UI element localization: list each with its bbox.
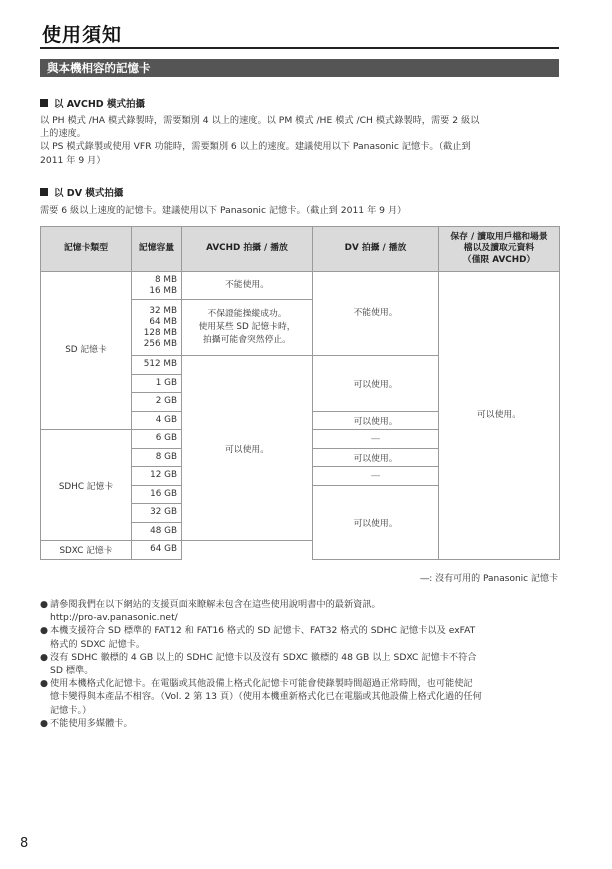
note-line: SD 標準。 [50, 665, 94, 677]
header-save-load [439, 227, 560, 272]
not-guaranteed-line: 使用某些 SD 記憶卡時， [198, 322, 296, 332]
avchd-line: 2011 年 9 月） [40, 154, 106, 166]
table-footnote: ―: 沒有可用的 Panasonic 記憶卡 [420, 574, 558, 584]
header-dv: DV 拍攝 / 播放 [313, 227, 439, 272]
bullet-icon: ● [40, 717, 49, 729]
avchd-paragraph [40, 114, 562, 167]
page-title: 使用須知 [42, 24, 123, 46]
capacity-cell: 16 GB [132, 485, 182, 504]
bullet-icon: ● [40, 651, 49, 663]
dv-usable: 可以使用。 [313, 356, 439, 412]
notes-list [40, 598, 560, 730]
capacity-cell [132, 272, 182, 300]
avchd-usable: 可以使用。 [182, 356, 313, 541]
capacity-cell: 32 GB [132, 504, 182, 523]
list-item [40, 624, 560, 650]
capacity-cell: 12 GB [132, 467, 182, 486]
avchd-line: 以 PS 模式錄製或使用 VFR 功能時，需要類別 6 以上的速度。建議使用以下 Panasonic 記憶卡。（截止到 [40, 141, 471, 153]
header-capacity: 記憶容量 [132, 227, 182, 272]
avchd-heading [40, 96, 145, 110]
avchd-line: 上的速度。 [40, 128, 86, 140]
avchd-heading-text: 以 AVCHD 模式拍攝 [54, 99, 145, 110]
avchd-line: 以 PH 模式 /HA 模式錄製時，需要類別 4 以上的速度。以 PM 模式 /HE 模式 /CH 模式錄製時，需要 2 級以 [40, 115, 480, 126]
square-bullet-icon [40, 99, 48, 107]
bullet-icon: ● [40, 678, 49, 690]
dv-unavailable: ― [313, 430, 439, 449]
list-item [40, 651, 560, 677]
capacity-value: 16 MB [149, 285, 177, 296]
capacity-value: 64 MB [149, 316, 177, 327]
note-line: 格式的 SDXC 記憶卡。 [50, 638, 146, 650]
type-sdxc: SDXC 記憶卡 [41, 541, 132, 560]
section-header: 與本機相容的記憶卡 [40, 59, 559, 77]
table-header-row [41, 227, 560, 272]
capacity-cell: 512 MB [132, 356, 182, 375]
not-guaranteed-line: 不保證能操縱成功。 [207, 309, 287, 319]
capacity-cell: 64 GB [132, 541, 182, 560]
header-save-line: （僅限 AVCHD） [462, 254, 536, 265]
header-save-line: 檔以及讀取元資料 [463, 243, 535, 254]
list-item [40, 677, 560, 717]
dv-usable: 可以使用。 [313, 411, 439, 430]
list-item [40, 598, 560, 624]
capacity-cell: 2 GB [132, 393, 182, 412]
capacity-cell [132, 300, 182, 356]
capacity-value: 32 MB [149, 305, 177, 316]
capacity-cell: 6 GB [132, 430, 182, 449]
capacity-value: 8 MB [154, 275, 177, 285]
header-card-type: 記憶卡類型 [41, 227, 132, 272]
capacity-value: 256 MB [143, 338, 177, 349]
table-row [41, 272, 560, 300]
dv-line: 需要 6 級以上速度的記憶卡。建議使用以下 Panasonic 記憶卡。（截止到 2011 年 9 月） [40, 205, 407, 216]
page-number: 8 [20, 836, 29, 851]
dv-paragraph [40, 204, 562, 217]
dv-unavailable: ― [313, 467, 439, 486]
note-line: 不能使用多媒體卡。 [50, 717, 133, 729]
dv-not-usable: 不能使用。 [313, 272, 439, 356]
memory-card-table [40, 226, 560, 560]
dv-usable: 可以使用。 [313, 448, 439, 467]
support-url: http://pro-av.panasonic.net/ [50, 612, 178, 624]
bullet-icon: ● [40, 599, 49, 610]
capacity-value: 128 MB [143, 327, 177, 338]
note-line: 記憶卡。） [50, 704, 92, 716]
capacity-cell: 48 GB [132, 522, 182, 541]
dv-usable: 可以使用。 [313, 485, 439, 559]
type-sd: SD 記憶卡 [41, 272, 132, 430]
not-guaranteed-line: 拍攝可能會突然停止。 [203, 335, 291, 345]
capacity-cell: 4 GB [132, 411, 182, 430]
save-usable: 可以使用。 [439, 272, 560, 560]
bullet-icon: ● [40, 625, 49, 637]
list-item [40, 717, 560, 730]
avchd-not-guaranteed [182, 300, 313, 356]
note-line: 使用本機格式化記憶卡。在電腦或其他設備上格式化記憶卡可能會使錄製時間超過正常時間，也可能使記 [50, 678, 473, 690]
header-avchd: AVCHD 拍攝 / 播放 [182, 227, 313, 272]
square-bullet-icon [40, 188, 48, 196]
avchd-not-usable: 不能使用。 [182, 272, 313, 300]
dv-heading [40, 185, 123, 199]
capacity-cell: 8 GB [132, 448, 182, 467]
header-save-line: 保存 / 讀取用戶檔和場景 [450, 231, 548, 242]
note-line: 請參閱我們在以下網站的支援頁面來瞭解未包含在這些使用說明書中的最新資訊。 [50, 599, 381, 610]
note-line: 沒有 SDHC 徽標的 4 GB 以上的 SDHC 記憶卡以及沒有 SDXC 徽標的 48 GB 以上 SDXC 記憶卡不符合 [50, 651, 477, 663]
type-sdhc: SDHC 記憶卡 [41, 430, 132, 541]
capacity-cell: 1 GB [132, 374, 182, 393]
dv-heading-text: 以 DV 模式拍攝 [54, 188, 124, 199]
note-line: 本機支援符合 SD 標準的 FAT12 和 FAT16 格式的 SD 記憶卡、FAT32 格式的 SDHC 記憶卡以及 exFAT [50, 625, 476, 637]
note-line: 憶卡變得與本產品不相容。（Vol. 2 第 13 頁）（使用本機重新格式化已在電腦或其他設備上格式化過的任何 [50, 691, 482, 703]
title-rule [40, 47, 559, 49]
